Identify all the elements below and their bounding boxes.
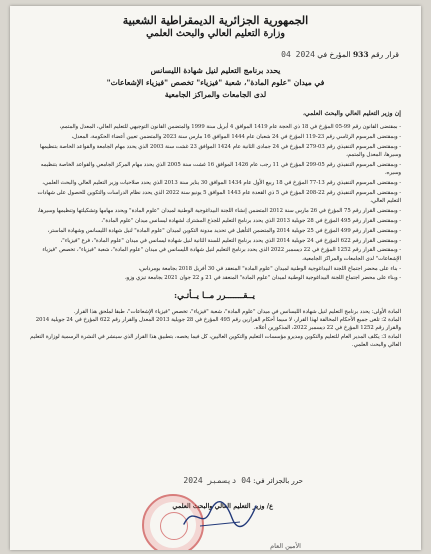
title-line-3: لدى الجامعات والمراكز الجامعية <box>164 90 267 99</box>
minister-preamble: إن وزير التعليم العالي والبحث العلمي، <box>302 110 401 117</box>
article-1: المادة الأولى: يحدد برنامج التعليم لنيل شهادة الليسانس في ميدان "علوم المادة"، شعبة "فيزياء"، تخصص "فيزياء الإشعاعات"، طبقا لملحق هذا القرار. <box>73 308 401 315</box>
done-in-label: حرر بالجزائر في: <box>253 477 303 485</box>
ministry-header: وزارة التعليم العالي والبحث العلمي <box>146 28 285 39</box>
consideration-item: - وبمقتضى القرار رقم 499 المؤرخ في 25 جويلية 2014 والمتضمن التأهيل في تحديد مدونة التكوين لميدان "علوم المادة" لنيل شهادة الليسانس وشهادة الماستر، <box>47 227 401 234</box>
signatory-title: الأمين العام <box>270 542 301 550</box>
consideration-item: - وبمقتضى المرسوم التنفيذي رقم 13-77 المؤرخ في 18 ربيع الأول عام 1434 الموافق 30 يناير سنة 2013 الذي يحدد صلاحيات وزير التعليم العالي والبحث العلمي، <box>42 180 401 187</box>
consideration-item: - وبمقتضى المرسوم التنفيذي رقم 03-279 المؤرخ في 24 جمادى الثانية عام 1424 الموافق 23 غشت سنة 2003 الذي يحدد مهام الجامعة والقواعد الخاصة بتنظيمها وسيرها، المعدل والمتمم، <box>39 143 401 159</box>
document-page <box>10 6 421 550</box>
decision-line <box>29 50 399 59</box>
title-line-2: في ميدان "علوم المادة"، شعبة "فيزياء" تخصص "فيزياء الإشعاعات" <box>106 78 325 87</box>
consideration-item: - وبمقتضى القرار رقم 495 المؤرخ في 28 جويلية 2013 الذي يحدد برنامج التعليم للجذع المشترك لشهادة ليسانس ميدان "علوم المادة"، <box>101 217 401 224</box>
decision-number: 933 <box>352 50 369 59</box>
consideration-item: - وبمقتضى المرسوم التنفيذي رقم 22-208 المؤرخ في 5 ذي القعدة عام 1443 الموافق 5 يونيو سنة 2022 الذي يحدد نظام الدراسات والتكوين للحصول على شهادات التعليم العالي، <box>37 189 401 205</box>
consideration-item: - وبمقتضى المرسوم الرئاسي رقم 23-119 المؤرخ في 24 شعبان عام 1444 الموافق 16 مارس سنة 2023 والمتضمن تعيين أعضاء الحكومة، المعدل، <box>71 134 401 141</box>
decides-heading: يــقـــــــرر مــا يــأتـي: <box>174 290 255 301</box>
article-3: المادة 3: يكلف المدير العام للتعليم والتكوين ومديرو مؤسسات التعليم والتكوين العاليين، كل فيما يخصه، بتطبيق هذا القرار الذي سينشر في النشرة الرسمية لوزارة التعليم العالي والبحث العلمي. <box>30 333 401 348</box>
consideration-item: - بناء على محضر اجتماع اللجنة البيداغوجية الوطنية لميدان "علوم المادة" المنعقد في 30 أفريل 2018 بجامعة بومرداس، <box>138 265 401 272</box>
consideration-item: - وبناء على محضر اجتماع اللجنة البيداغوجية الوطنية لميدان "علوم المادة" المنعقد في 21 و 22 جوان 2021 بجامعة تيزي وزو، <box>124 275 401 282</box>
consideration-item: - وبمقتضى القرار رقم 622 المؤرخ في 24 جويلية 2014 الذي يحدد برنامج التعليم للسنة الثانية لنيل شهادة ليسانس في ميدان "علوم المادة"، فرع "فيزياء"، <box>60 237 401 244</box>
consideration-item: - وبمقتضى القرار رقم 75 المؤرخ في 26 مارس سنة 2012 المتضمن إنشاء اللجنة البيداغوجية الوطنية لميدان "علوم المادة" ويحدد مهامها وتشكيلتها وتنظيمها وسيرها، <box>37 208 401 215</box>
consideration-item: - وبمقتضى القرار رقم 1252 المؤرخ في 22 ديسمبر 2022 الذي يحدد برنامج التعليم لنيل شهادة الليسانس في ميدان "علوم المادة"، شعبة "فيزياء"، تخصص "فيزياء الإشعاعات" لدى الجامعات والمراكز الجامعية، <box>42 247 401 262</box>
republic-header: الجمهورية الجزائرية الديمقراطية الشعبية <box>122 14 309 27</box>
signature-date: 04 ديسمبر 2024 <box>183 476 251 485</box>
signature-stroke <box>180 496 260 536</box>
consideration-item: - وبمقتضى المرسوم التنفيذي رقم 05-299 المؤرخ في 11 رجب عام 1426 الموافق 16 غشت سنة 2005 الذي يحدد مهام المركز الجامعي والقواعد الخاصة بتنظيمه وسيره، <box>40 162 401 177</box>
signature-date-line <box>183 476 303 485</box>
title-line-1: يحدد برنامج التعليم لنيل شهادة الليسانس <box>150 66 281 75</box>
for-minister-label: ع/ وزير التعليم العالي والبحث العلمي <box>172 502 273 510</box>
article-2: المادة 2: تلغى جميع الأحكام المخالفة لهذا القرار، لا سيما أحكام القرارين رقم 495 المؤرخ في 28 جويلية 2013 المعدل والقرار رقم 622 المؤرخ في 24 جويلية 2014 والقرار رقم 1252 المؤرخ في 22 ديسمبر 2022، المذكورين أعلاه. <box>35 317 401 332</box>
consideration-item: - بمقتضى القانون رقم 99-05 المؤرخ في 18 ذي الحجة عام 1419 الموافق 4 أبريل سنة 1999 والمتضمن القانون التوجيهي للتعليم العالي، المعدل والمتمم، <box>59 124 401 131</box>
decision-label: قرار رقم <box>370 50 399 59</box>
decision-body <box>28 110 401 349</box>
decision-dated-label: المؤرخ في <box>317 50 351 59</box>
decision-date-stamp: 2024 04 <box>281 50 315 59</box>
